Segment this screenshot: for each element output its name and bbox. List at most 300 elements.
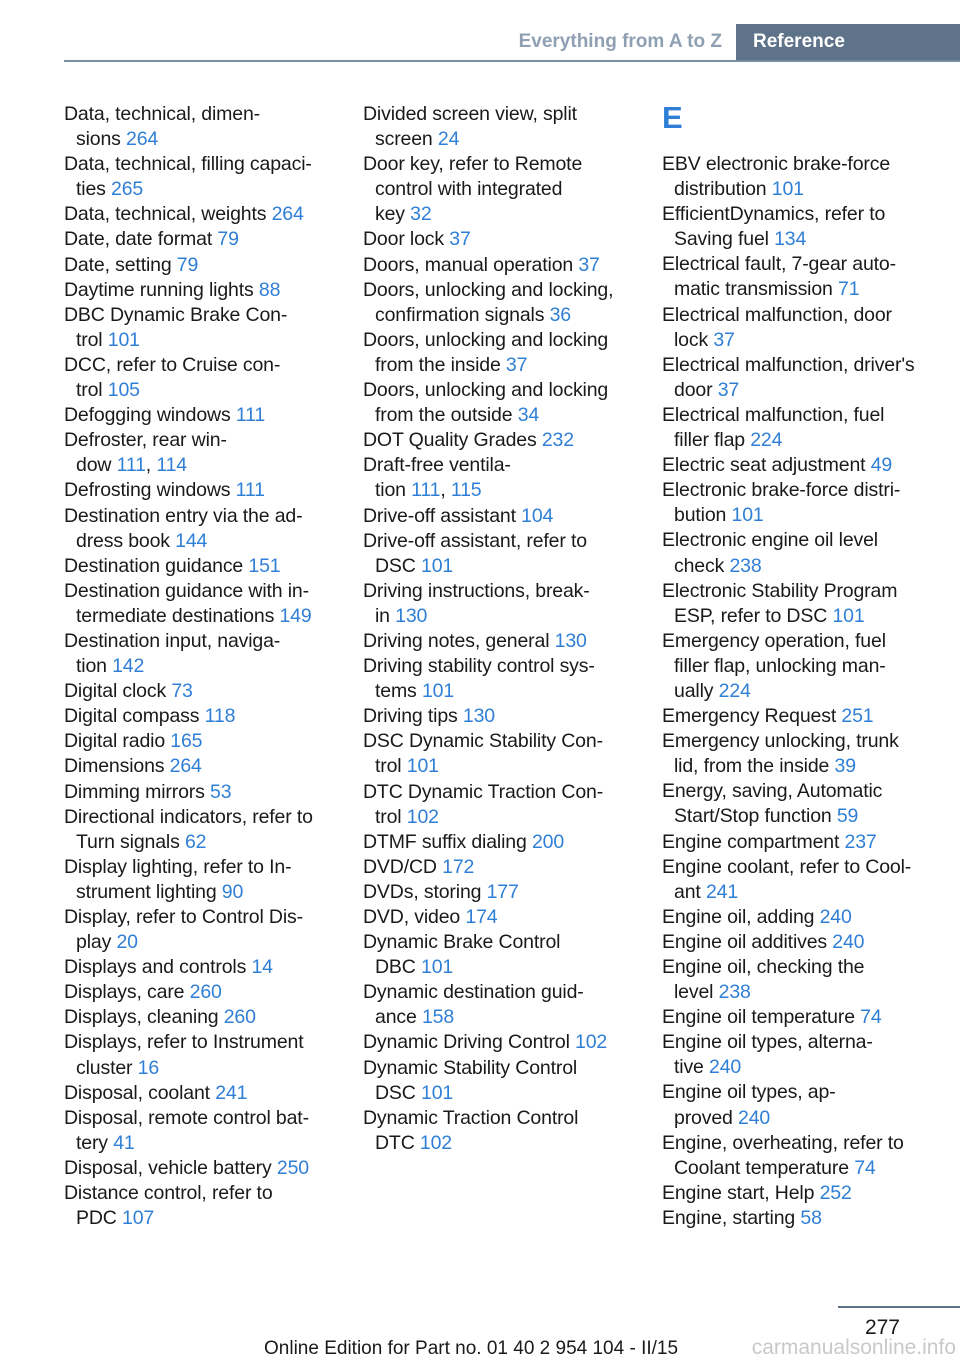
entry-text: Dynamic Stability Control [363, 1056, 578, 1079]
page-link[interactable]: 101 [421, 554, 454, 577]
entry-text: dress book [76, 529, 176, 552]
index-entry [662, 930, 930, 955]
entry-text: DSC [375, 1081, 421, 1104]
entry-text: trol [76, 328, 108, 351]
entry-text: Date, setting [64, 253, 177, 276]
index-entry [363, 729, 631, 779]
index-entry [64, 102, 332, 152]
entry-text: Data, technical, filling capaci- [64, 153, 312, 176]
page-link[interactable]: 59 [836, 805, 859, 828]
page-link[interactable]: 104 [521, 504, 554, 527]
entry-text: Coolant temperature [674, 1156, 855, 1179]
index-entry [64, 253, 332, 278]
page-link[interactable]: 79 [176, 253, 199, 276]
index-entry [363, 253, 631, 278]
index-entry [363, 453, 631, 503]
page-link[interactable]: 144 [175, 529, 208, 552]
page-link[interactable]: 224 [750, 429, 783, 452]
entry-text: strument lighting [76, 880, 222, 903]
entry-text: Driving stability control sys- [363, 655, 595, 678]
index-entry [64, 629, 332, 679]
page-link[interactable]: 237 [844, 830, 877, 853]
page-link[interactable]: 115 [450, 479, 482, 502]
index-entry [64, 278, 332, 303]
index-entry [64, 955, 332, 980]
page-link[interactable]: 36 [549, 303, 571, 326]
watermark: carmanualsonline.info [751, 1336, 956, 1359]
entry-text: DVD/CD [363, 855, 443, 878]
page-link[interactable]: 264 [271, 203, 304, 226]
page-link[interactable]: 79 [217, 228, 239, 251]
page-link[interactable]: 118 [204, 705, 236, 728]
entry-text: Data, technical, weights [64, 203, 272, 226]
page-link[interactable]: 58 [800, 1206, 822, 1229]
entry-text: filler flap, unlocking man- [674, 654, 886, 677]
page-link[interactable]: 37 [449, 228, 471, 251]
page-link[interactable]: 101 [406, 755, 439, 778]
entry-text: screen [375, 128, 438, 151]
index-entry [662, 1181, 930, 1206]
index-column-2 [363, 102, 631, 1156]
index-entry [662, 855, 930, 905]
index-entry [64, 478, 332, 503]
page-link[interactable]: 101 [832, 604, 865, 627]
index-entry [363, 704, 631, 729]
entry-text: Digital compass [64, 705, 205, 728]
page-link[interactable]: 114 [156, 454, 187, 477]
entry-text: confirmation signals [375, 303, 550, 326]
page-link[interactable]: 149 [279, 604, 312, 627]
entry-text: proved [674, 1106, 738, 1129]
page-link[interactable]: 174 [465, 906, 498, 928]
entry-text: Date, date format [64, 228, 218, 251]
page-link[interactable]: 232 [541, 429, 574, 452]
entry-text: cluster [76, 1056, 138, 1079]
entry-text: EfficientDynamics, refer to [662, 203, 886, 226]
entry-text: Digital radio [64, 730, 171, 753]
page-link[interactable]: 142 [112, 655, 145, 678]
page-link[interactable]: 130 [462, 705, 496, 728]
entry-text: Start/Stop function [674, 805, 837, 828]
entry-text: Dynamic Traction Control [363, 1106, 579, 1129]
index-entry [662, 905, 930, 930]
entry-text: PDC [76, 1207, 122, 1230]
page-separator: , [440, 479, 451, 502]
page-link[interactable]: 264 [126, 128, 159, 151]
entry-text: DSC Dynamic Stability Con- [363, 730, 603, 753]
page-link[interactable]: 238 [718, 981, 751, 1004]
entry-text: Daytime running lights [64, 278, 259, 301]
page-link[interactable]: 101 [421, 680, 455, 703]
page-link[interactable]: 250 [276, 1156, 309, 1179]
index-entry [662, 478, 930, 528]
index-entry [662, 528, 930, 578]
index-entry [363, 579, 631, 629]
index-entry [662, 1206, 930, 1231]
page-link[interactable]: 107 [122, 1207, 155, 1230]
entry-text: Electrical malfunction, fuel [662, 403, 885, 426]
page-link[interactable]: 101 [421, 956, 454, 979]
entry-text: from the inside [375, 353, 506, 376]
page-link[interactable]: 101 [107, 328, 140, 351]
entry-text: distribution [674, 178, 772, 201]
page-link[interactable]: 165 [170, 730, 203, 753]
page-link[interactable]: 264 [169, 755, 202, 778]
entry-text: tion [375, 479, 412, 502]
index-entry [363, 629, 631, 654]
index-entry [662, 1131, 930, 1181]
entry-text: DTC Dynamic Traction Con- [363, 780, 604, 803]
page-number: 277 [864, 1316, 900, 1339]
index-entry [363, 529, 631, 579]
page-link[interactable]: 49 [870, 454, 893, 477]
entry-text: Engine start, Help [662, 1181, 820, 1204]
page-link[interactable]: 101 [771, 178, 804, 201]
index-entry [64, 980, 332, 1005]
index-entry [662, 152, 930, 202]
index-entry [662, 704, 930, 729]
index-entry [363, 328, 631, 378]
page-link[interactable]: 90 [221, 880, 244, 903]
page-link[interactable]: 88 [258, 278, 281, 301]
entry-text: Displays, refer to Instrument [64, 1031, 304, 1054]
entry-text: Electronic Stability Program [662, 579, 898, 602]
page-link[interactable]: 177 [486, 880, 519, 903]
page-link[interactable]: 111 [235, 479, 265, 502]
entry-text: Engine oil, checking the [662, 956, 865, 978]
entry-text: key [375, 203, 411, 226]
entry-text: control with integrated [375, 178, 563, 201]
entry-text: Drive-off assistant, refer to [363, 529, 587, 552]
entry-text: Defrosting windows [64, 479, 236, 502]
index-entry [64, 353, 332, 403]
page-link[interactable]: 260 [223, 1006, 256, 1029]
page-link[interactable]: 74 [854, 1156, 876, 1179]
index-entry [363, 980, 631, 1030]
page-link[interactable]: 251 [841, 705, 874, 728]
page-link[interactable]: 105 [107, 379, 140, 402]
index-entry [363, 1030, 631, 1055]
entry-text: Engine oil types, ap- [662, 1081, 836, 1104]
page-link[interactable]: 102 [419, 1131, 452, 1154]
index-entry [662, 830, 930, 855]
page-link[interactable]: 102 [575, 1031, 608, 1054]
entry-text: Emergency operation, fuel [662, 629, 886, 652]
entry-text: in [375, 604, 396, 627]
entry-text: Engine oil, adding [662, 905, 820, 928]
index-entry [64, 905, 332, 955]
page-link[interactable]: 53 [210, 780, 232, 803]
index-entry [662, 453, 930, 478]
index-entry [64, 579, 332, 629]
entry-text: tive [674, 1056, 710, 1079]
entry-text: trol [375, 805, 407, 828]
entry-text: Destination guidance [64, 554, 249, 577]
entry-text: DOT Quality Grades [363, 429, 542, 452]
page-link[interactable]: 73 [171, 680, 193, 703]
entry-text: trol [76, 379, 108, 402]
footer-edition-text: Online Edition for Part no. 01 40 2 954 104 - II/15 [264, 1338, 679, 1359]
page-link[interactable]: 14 [251, 956, 273, 979]
index-entry [64, 679, 332, 704]
index-entry [363, 1106, 631, 1156]
entry-text: Draft-free ventila- [363, 454, 511, 477]
entry-text: Electrical malfunction, driver's [662, 353, 915, 376]
index-entry [662, 779, 930, 829]
page-link[interactable]: 134 [774, 228, 807, 251]
entry-text: lid, from the inside [674, 755, 835, 778]
entry-text: Doors, unlocking and locking [363, 328, 609, 351]
entry-text: sions [76, 128, 127, 151]
page-link[interactable]: 74 [860, 1006, 882, 1029]
index-entry [64, 202, 332, 227]
entry-text: DTMF suffix dialing [363, 830, 532, 853]
index-entry [363, 780, 631, 830]
index-entry [64, 1030, 332, 1080]
index-entry [662, 1005, 930, 1030]
index-entry [64, 780, 332, 805]
entry-text: DBC [375, 956, 421, 979]
entry-text: Data, technical, dimen- [64, 103, 260, 125]
page-link[interactable]: 238 [729, 554, 762, 577]
index-entry [363, 1056, 631, 1106]
section-letter-heading: E [662, 100, 683, 135]
entry-text: bution [674, 504, 732, 527]
entry-text: Displays, care [64, 981, 190, 1004]
entry-text: ance [375, 1006, 422, 1029]
entry-text: Destination entry via the ad- [64, 504, 303, 527]
page-link[interactable]: 101 [731, 504, 764, 527]
page-header [0, 24, 960, 62]
entry-text: ties [76, 178, 112, 201]
page-link[interactable]: 224 [718, 679, 751, 702]
entry-text: filler flap [674, 429, 751, 452]
index-entry [64, 754, 332, 779]
entry-text: Engine oil temperature [662, 1006, 861, 1029]
entry-text: Emergency unlocking, trunk [662, 730, 899, 753]
entry-text: Turn signals [76, 830, 185, 853]
page-link[interactable]: 200 [531, 830, 565, 853]
index-entry [662, 579, 930, 629]
index-entry [363, 152, 631, 227]
entry-text: Doors, unlocking and locking, [363, 278, 614, 301]
entry-text: tery [76, 1131, 114, 1154]
entry-text: Digital clock [64, 680, 172, 703]
footer-divider [838, 1306, 960, 1308]
entry-text: trol [375, 755, 407, 778]
entry-text: ually [674, 679, 719, 702]
entry-text: ESP, refer to DSC [674, 604, 833, 627]
entry-text: DCC, refer to Cruise con- [64, 353, 281, 376]
entry-text: Door lock [363, 228, 450, 251]
page-link[interactable]: 240 [819, 905, 852, 928]
index-entry [64, 504, 332, 554]
page-link[interactable]: 62 [184, 830, 207, 853]
index-entry [363, 504, 631, 529]
page-link[interactable]: 130 [395, 604, 428, 627]
index-column-1 [64, 102, 332, 1231]
page-link[interactable]: 41 [113, 1131, 135, 1154]
entry-text: Engine coolant, refer to Cool- [662, 855, 912, 878]
entry-text: Dynamic destination guid- [363, 981, 584, 1004]
entry-text: Dynamic Brake Control [363, 931, 561, 954]
page-link[interactable]: 130 [554, 629, 587, 652]
page-link[interactable]: 172 [442, 855, 475, 878]
entry-text: Dimensions [64, 755, 170, 778]
page-link[interactable]: 37 [505, 353, 528, 376]
entry-text: level [674, 981, 719, 1004]
entry-text: Energy, saving, Automatic [662, 780, 883, 803]
entry-text: tion [76, 655, 113, 678]
entry-text: Driving tips [363, 705, 463, 728]
page-link[interactable]: 241 [705, 880, 739, 903]
entry-text: tems [375, 680, 422, 703]
entry-text: Disposal, remote control bat- [64, 1106, 309, 1129]
index-entry [363, 905, 631, 930]
entry-text: Electronic brake-force distri- [662, 479, 901, 502]
entry-text: DVD, video [363, 906, 466, 928]
index-entry [363, 930, 631, 980]
index-entry [363, 880, 631, 905]
entry-text: Saving fuel [674, 228, 775, 251]
index-entry [64, 1156, 332, 1181]
entry-text: Dimming mirrors [64, 780, 211, 803]
entry-text: Disposal, vehicle battery [64, 1156, 277, 1179]
entry-text: Driving notes, general [363, 629, 555, 652]
entry-text: Electrical malfunction, door [662, 303, 892, 326]
entry-text: Disposal, coolant [64, 1081, 216, 1104]
entry-text: Displays and controls [64, 956, 252, 979]
page-link[interactable]: 111 [116, 454, 146, 477]
entry-text: DBC Dynamic Brake Con- [64, 303, 288, 326]
page-link[interactable]: 37 [717, 378, 740, 401]
page-separator: , [145, 454, 157, 477]
entry-text: Driving instructions, break- [363, 579, 590, 602]
entry-text: Engine compartment [662, 830, 845, 853]
page-link[interactable]: 241 [215, 1081, 248, 1104]
index-entry [64, 152, 332, 202]
page-link[interactable]: 252 [819, 1181, 852, 1204]
entry-text: Emergency Request [662, 705, 842, 728]
page-link[interactable]: 158 [421, 1006, 455, 1029]
index-entry [662, 252, 930, 302]
index-entry [662, 403, 930, 453]
entry-text: Divided screen view, split [363, 103, 577, 125]
index-entry [64, 855, 332, 905]
entry-text: termediate destinations [76, 604, 280, 627]
entry-text: Directional indicators, refer to [64, 805, 313, 828]
index-entry [363, 428, 631, 453]
entry-text: Engine, starting [662, 1206, 801, 1229]
entry-text: Dynamic Driving Control [363, 1031, 576, 1054]
index-entry [662, 303, 930, 353]
entry-text: Electronic engine oil level [662, 529, 878, 552]
index-entry [363, 830, 631, 855]
index-entry [662, 729, 930, 779]
index-entry [64, 704, 332, 729]
index-entry [64, 303, 332, 353]
page-link[interactable]: 34 [517, 404, 540, 427]
header-tab-label: Reference [753, 31, 845, 52]
entry-text: DTC [375, 1131, 420, 1154]
index-entry [363, 227, 631, 252]
page-link[interactable]: 24 [437, 128, 460, 151]
page-link[interactable]: 39 [834, 755, 856, 778]
index-entry [64, 403, 332, 428]
page-link[interactable]: 102 [406, 805, 439, 828]
entry-text: Doors, unlocking and locking [363, 379, 609, 402]
page-link[interactable]: 111 [235, 404, 266, 427]
entry-text: Destination guidance with in- [64, 579, 309, 602]
index-entry [64, 1081, 332, 1106]
entry-text: Engine oil types, alterna- [662, 1031, 873, 1054]
index-column-3 [662, 102, 930, 1231]
index-entry [662, 955, 930, 1005]
entry-text: Display lighting, refer to In- [64, 855, 292, 878]
entry-text: Displays, cleaning [64, 1006, 224, 1029]
index-entry [662, 1030, 930, 1080]
page-link[interactable]: 240 [832, 930, 865, 953]
entry-text: Door key, refer to Remote [363, 153, 583, 176]
entry-text: DSC [375, 554, 421, 577]
index-entry [662, 1080, 930, 1130]
page-link[interactable]: 240 [709, 1056, 742, 1079]
index-entry [64, 805, 332, 855]
page-link[interactable]: 101 [421, 1081, 454, 1104]
entry-text: door [674, 378, 718, 401]
entry-text: matic transmission [674, 278, 839, 301]
page-link[interactable]: 20 [116, 931, 138, 954]
page-link[interactable]: 260 [189, 981, 222, 1004]
entry-text: EBV electronic brake-force [662, 153, 891, 175]
page-link[interactable]: 16 [137, 1056, 160, 1079]
page-link[interactable]: 37 [578, 253, 600, 276]
page-link[interactable]: 240 [738, 1106, 771, 1129]
page-link[interactable]: 111 [411, 479, 441, 502]
index-entry [64, 729, 332, 754]
entry-text: lock [674, 328, 714, 351]
index-entry [662, 629, 930, 704]
entry-text: dow [76, 454, 117, 477]
entry-text: Electrical fault, 7-gear auto- [662, 253, 896, 276]
page-link[interactable]: 265 [111, 178, 144, 201]
index-entry [64, 1181, 332, 1231]
header-divider [64, 60, 960, 62]
entry-text: Destination input, naviga- [64, 629, 281, 652]
entry-text: check [674, 554, 730, 577]
header-reference-tab [736, 24, 960, 62]
entry-text: Defroster, rear win- [64, 429, 227, 452]
index-entry [64, 554, 332, 579]
entry-text: Display, refer to Control Dis- [64, 906, 303, 928]
entry-text: from the outside [375, 404, 518, 427]
entry-text: DVDs, storing [363, 880, 487, 903]
header-section-title: Everything from A to Z [518, 31, 722, 52]
entry-text: Electric seat adjustment [662, 454, 871, 477]
index-entry [363, 855, 631, 880]
page-link[interactable]: 32 [410, 203, 432, 226]
index-entry [64, 1005, 332, 1030]
entry-text: Engine oil additives [662, 930, 833, 953]
page-link[interactable]: 151 [248, 554, 281, 577]
entry-text: play [76, 931, 117, 954]
index-entry [363, 102, 631, 152]
index-entry [64, 428, 332, 478]
page-link[interactable]: 71 [838, 278, 860, 301]
index-entry [64, 1106, 332, 1156]
index-entry [662, 202, 930, 252]
page-link[interactable]: 37 [713, 328, 735, 351]
